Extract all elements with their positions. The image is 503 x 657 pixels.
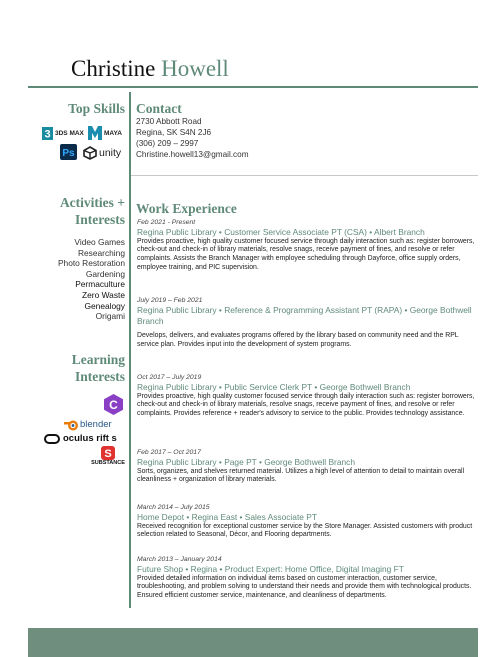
unity-icon [83, 146, 97, 160]
maya-icon [88, 126, 102, 140]
activities-heading-line1: Activities + [59, 195, 125, 210]
contact-divider [131, 175, 478, 176]
activity-item: Zero Waste [82, 289, 125, 300]
job-date: Feb 2017 – Oct 2017 [137, 449, 201, 456]
activity-item: Permaculture [75, 279, 125, 290]
activities-heading [60, 194, 125, 228]
3ds-max-label: 3DS MAX [55, 130, 84, 137]
substance-logo [88, 446, 128, 467]
blender-label: blender [80, 419, 112, 430]
activity-item: Gardening [85, 268, 125, 279]
job-entry [137, 296, 477, 350]
job-description: Provided detailed information on individual items based on customer interaction, customer service, troubleshooting, and problem solving to understand their needs and provide them with technological products. Ensured efficient customer service, maintenance, and cleanliness of departments. [137, 574, 472, 600]
job-description: Sorts, organizes, and shelves returned material. Utilizes a high level of attention to detail to maintain overall cleanliness + organization of library materials. [137, 467, 465, 484]
job-title: Regina Public Library • Public Service Clerk PT • George Bothwell Branch [137, 382, 411, 392]
oculus-logo [44, 433, 117, 444]
activities-heading-line2: Interests [75, 212, 125, 227]
address-line-2: Regina, SK S4N 2J6 [136, 128, 212, 137]
email-address[interactable]: Christine.howell13@gmail.com [136, 150, 249, 159]
c-language-icon [104, 394, 123, 415]
job-date: March 2013 – January 2014 [137, 556, 222, 563]
top-skills-heading: Top Skills [68, 101, 125, 116]
job-date: Feb 2021 - Present [137, 219, 196, 226]
job-entry [137, 218, 477, 273]
job-date: Oct 2017 – July 2019 [137, 374, 202, 381]
maya-logo [88, 126, 122, 140]
activity-item: Video Games [74, 237, 125, 247]
activity-item: Origami [95, 311, 125, 322]
oculus-label: oculus rift s [63, 433, 117, 444]
learning-heading-line2: Interests [75, 369, 125, 384]
job-entry [137, 503, 477, 540]
address-line-1: 2730 Abbott Road [136, 117, 202, 126]
3ds-max-icon [42, 127, 53, 140]
learning-heading [72, 351, 125, 385]
job-title: Regina Public Library • Reference & Programming Assistant PT (RAPA) • George Bothwell Branch [137, 305, 472, 326]
unity-label: unity [99, 147, 122, 159]
activities-list [58, 237, 125, 322]
job-description: Provides proactive, high quality customer focused service through daily interaction such as: register borrowers, check-out and check-in of library materials, resolve snags, receive payment of fines, and resolve or refer complaints. Assists the Branch Manager with employee scheduling through Dayforce, office supply orders, employee training, and PIC supervision. [137, 237, 475, 272]
blender-icon [64, 418, 79, 431]
3ds-max-logo [42, 127, 84, 140]
contact-details [136, 116, 249, 160]
first-name: Christine [71, 56, 156, 81]
maya-label: MAYA [104, 129, 122, 137]
learning-heading-line1: Learning [71, 352, 125, 367]
job-date: July 2019 – Feb 2021 [137, 297, 203, 304]
substance-icon [101, 446, 115, 460]
job-entry [137, 373, 477, 419]
svg-text:C: C [109, 398, 118, 412]
svg-text:Ps: Ps [62, 148, 75, 159]
svg-text:3: 3 [44, 128, 51, 140]
job-description: Develops, delivers, and evaluates programs offered by the library based on community need and the RPL service plan. Provides input into the development of system programs. [137, 332, 459, 348]
activity-item: Genealogy [84, 300, 125, 311]
activity-item: Photo Restoration [57, 258, 125, 269]
job-date: March 2014 – July 2015 [137, 504, 210, 511]
resume-name [71, 56, 229, 82]
job-description: Provides proactive, high quality customer focused service through daily interaction such as: register borrowers, check-out and check-in of library materials, resolve snags, receive payment of fines, and resolve or refer complaints. Provides reference + reader's advisory to service to the public. Provides technology assistance. [137, 392, 475, 418]
job-entry [137, 555, 477, 601]
photoshop-logo [60, 144, 77, 160]
photoshop-icon [60, 144, 77, 160]
contact-heading: Contact [136, 101, 182, 116]
column-divider [129, 92, 131, 608]
job-description: Received recognition for exceptional customer service by the Store Manager. Assisted customers with product selection related to Seasonal, Décor, and Flooring departments. [137, 522, 473, 539]
substance-label: SUBSTANCE [91, 460, 125, 466]
activity-item: Researching [77, 247, 125, 258]
job-entry [137, 448, 477, 485]
c-language-logo [104, 394, 123, 415]
job-title: Regina Public Library • Page PT • George Bothwell Branch [137, 457, 355, 467]
svg-text:S: S [104, 448, 112, 460]
oculus-icon [44, 434, 60, 444]
header-divider [28, 86, 478, 88]
job-title: Future Shop • Regina • Product Expert: Home Office, Digital Imaging FT [137, 564, 404, 574]
phone-number: (306) 209 – 2997 [136, 139, 199, 148]
unity-logo [83, 146, 121, 160]
job-title: Home Depot • Regina East • Sales Associate PT [137, 512, 317, 522]
job-title: Regina Public Library • Customer Service Associate PT (CSA) • Albert Branch [137, 227, 425, 237]
work-experience-heading: Work Experience [136, 201, 237, 216]
last-name: Howell [161, 56, 229, 81]
blender-logo [64, 418, 112, 431]
footer-band [28, 628, 478, 657]
